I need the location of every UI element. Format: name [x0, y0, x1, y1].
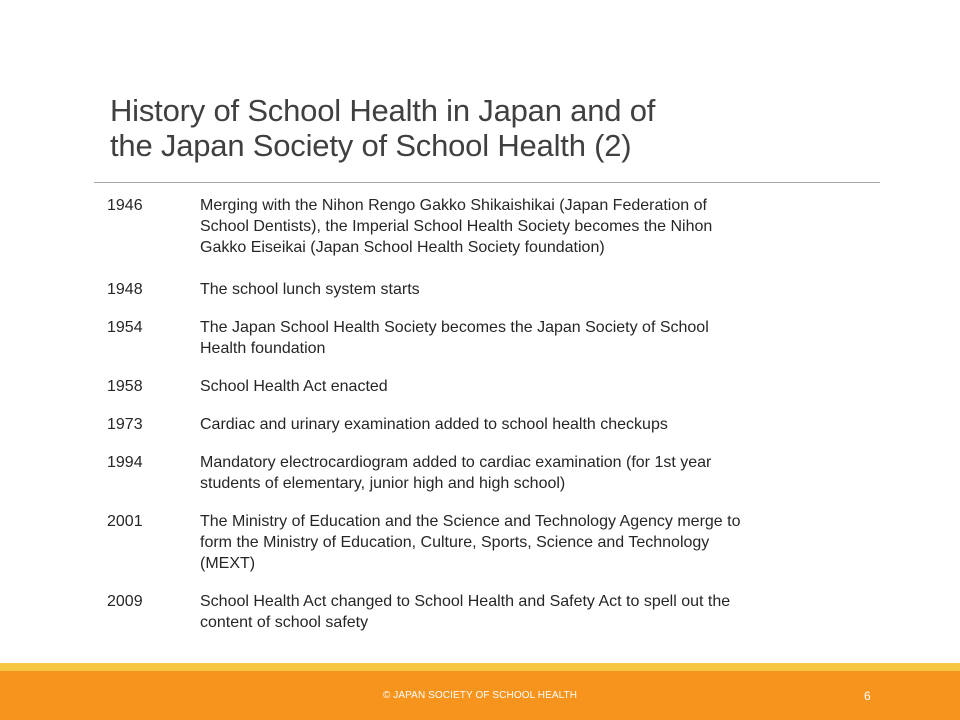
title-divider [94, 182, 880, 183]
footer-bar [0, 671, 960, 720]
timeline-description: The Ministry of Education and the Science and Technology Agency merge to form the Ministry of Education, Culture, Sports, Science and Technology (MEXT) [200, 513, 741, 572]
timeline-year: 1954 [107, 319, 143, 336]
timeline-entry [107, 317, 879, 359]
timeline-year: 1946 [107, 197, 143, 214]
timeline-entry [107, 511, 879, 574]
timeline-list [107, 195, 879, 633]
timeline-description: Merging with the Nihon Rengo Gakko Shikaishikai (Japan Federation of School Dentists), the Imperial School Health Society becomes the Nihon Gakko Eiseikai (Japan School Health Society foundation) [200, 197, 713, 256]
footer-accent-strip [0, 663, 960, 671]
timeline-entry [107, 195, 879, 258]
timeline-entry [107, 279, 879, 300]
slide-title-line-1: History of School Health in Japan and of [110, 93, 656, 128]
timeline-entry [107, 452, 879, 494]
timeline-description: The Japan School Health Society becomes the Japan Society of School Health foundation [200, 319, 709, 357]
timeline-year: 1958 [107, 378, 143, 395]
timeline-year: 1948 [107, 281, 143, 298]
slide-title-line-2: the Japan Society of School Health (2) [110, 128, 632, 163]
timeline-entry [107, 376, 879, 397]
timeline-entry [107, 414, 879, 435]
page-number: 6 [864, 689, 871, 703]
timeline-description: School Health Act changed to School Health and Safety Act to spell out the content of school safety [200, 593, 731, 631]
timeline-description: Cardiac and urinary examination added to school health checkups [200, 416, 668, 433]
timeline-year: 1994 [107, 454, 143, 471]
timeline-description: The school lunch system starts [200, 281, 420, 298]
slide-title [110, 93, 870, 163]
footer-copyright: © JAPAN SOCIETY OF SCHOOL HEALTH [382, 690, 578, 701]
timeline-year: 1973 [107, 416, 143, 433]
timeline-description: School Health Act enacted [200, 378, 388, 395]
timeline-entry [107, 591, 879, 633]
timeline-year: 2001 [107, 513, 143, 530]
timeline-year: 2009 [107, 593, 143, 610]
timeline-description: Mandatory electrocardiogram added to cardiac examination (for 1st year students of elementary, junior high and high school) [200, 454, 712, 492]
